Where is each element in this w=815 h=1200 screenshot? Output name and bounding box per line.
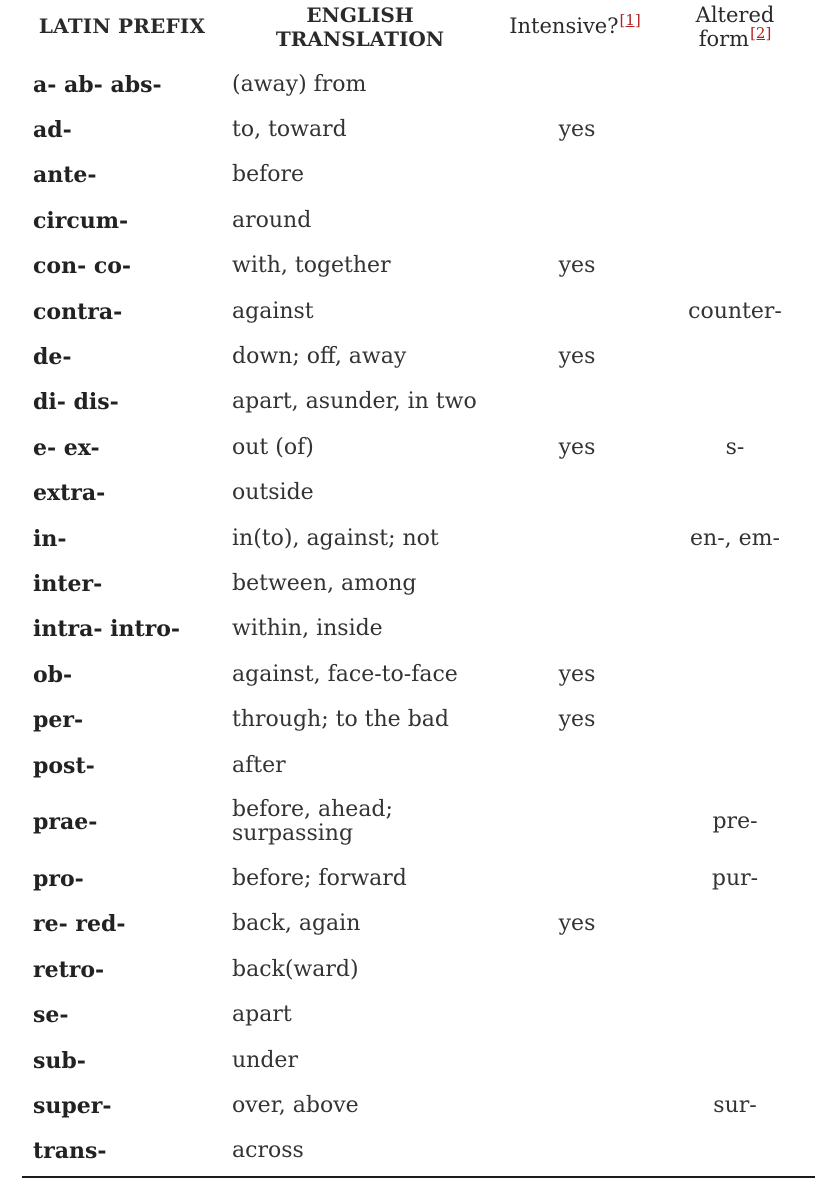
header-english-translation xyxy=(232,3,488,51)
cell-english-translation-text: (away) from xyxy=(232,71,367,97)
table-row xyxy=(0,471,815,516)
cell-latin-prefix-text: trans- xyxy=(33,1138,107,1165)
cell-latin-prefix xyxy=(33,652,223,697)
cell-latin-prefix-text: sub- xyxy=(33,1047,86,1074)
cell-latin-prefix-text: contra- xyxy=(33,298,123,325)
cell-english-translation-text: in(to), against; not xyxy=(232,525,439,551)
cell-altered-form xyxy=(672,380,798,425)
cell-intensive xyxy=(502,947,652,992)
cell-latin-prefix xyxy=(33,697,223,742)
cell-english-translation-text: out (of) xyxy=(232,434,314,460)
cell-latin-prefix-text: ante- xyxy=(33,162,97,189)
table-row xyxy=(0,244,815,289)
cell-english-translation-text: between, among xyxy=(232,570,417,596)
cell-english-translation-text: against, face-to-face xyxy=(232,661,458,687)
table-row xyxy=(0,107,815,152)
cell-intensive xyxy=(502,1038,652,1083)
cell-english-translation xyxy=(232,1038,482,1083)
header-translation-line2: TRANSLATION xyxy=(275,27,445,51)
cell-english-translation-text: with, together xyxy=(232,253,391,279)
cell-english-translation xyxy=(232,902,482,947)
cell-english-translation xyxy=(232,153,482,198)
cell-altered-form xyxy=(672,425,798,470)
cell-intensive-text: yes xyxy=(558,117,596,143)
table-row xyxy=(0,153,815,198)
cell-english-translation xyxy=(232,62,482,107)
header-latin-prefix: LATIN PREFIX xyxy=(38,14,206,38)
cell-latin-prefix xyxy=(33,1129,223,1174)
cell-english-translation-text: across xyxy=(232,1138,304,1164)
cell-altered-form xyxy=(672,697,798,742)
cell-english-translation xyxy=(232,244,482,289)
cell-latin-prefix xyxy=(33,902,223,947)
cell-latin-prefix xyxy=(33,244,223,289)
cell-english-translation xyxy=(232,1129,482,1174)
cell-latin-prefix xyxy=(33,62,223,107)
cell-latin-prefix-text: per- xyxy=(33,707,84,734)
cell-intensive-text: yes xyxy=(558,911,596,937)
cell-altered-form-text: pre- xyxy=(712,809,758,835)
cell-english-translation xyxy=(232,947,482,992)
table-row xyxy=(0,947,815,992)
cell-english-translation-text: within, inside xyxy=(232,616,383,642)
cell-english-translation xyxy=(232,425,482,470)
cell-altered-form xyxy=(672,788,798,856)
footnote-link-1[interactable]: [1] xyxy=(619,11,641,29)
cell-altered-form xyxy=(672,743,798,788)
cell-english-translation xyxy=(232,471,482,516)
table-header xyxy=(0,0,815,62)
cell-english-translation-text: back(ward) xyxy=(232,956,359,982)
cell-altered-form xyxy=(672,153,798,198)
table-row xyxy=(0,1129,815,1174)
cell-latin-prefix-text: super- xyxy=(33,1092,112,1119)
cell-latin-prefix xyxy=(33,198,223,243)
cell-english-translation-text: over, above xyxy=(232,1092,359,1118)
cell-latin-prefix-text: ad- xyxy=(33,117,72,144)
cell-altered-form xyxy=(672,107,798,152)
header-translation-line1: ENGLISH xyxy=(306,3,414,27)
cell-latin-prefix-text: retro- xyxy=(33,956,105,983)
cell-english-translation-text: apart, asunder, in two xyxy=(232,389,477,415)
cell-english-translation xyxy=(232,380,482,425)
cell-intensive xyxy=(502,1083,652,1128)
cell-altered-form xyxy=(672,1038,798,1083)
table-row xyxy=(0,380,815,425)
cell-latin-prefix xyxy=(33,947,223,992)
cell-english-translation-text: after xyxy=(232,752,286,778)
cell-english-translation-text: through; to the bad xyxy=(232,707,449,733)
cell-latin-prefix xyxy=(33,788,223,856)
cell-english-translation xyxy=(232,289,482,334)
header-altered-line2 xyxy=(670,24,800,51)
cell-latin-prefix-text: se- xyxy=(33,1002,69,1029)
cell-intensive xyxy=(502,334,652,379)
cell-altered-form xyxy=(672,856,798,901)
cell-intensive xyxy=(502,107,652,152)
cell-altered-form xyxy=(672,198,798,243)
cell-latin-prefix-text: e- ex- xyxy=(33,434,100,461)
cell-latin-prefix-text: re- red- xyxy=(33,911,126,938)
cell-latin-prefix xyxy=(33,380,223,425)
cell-latin-prefix xyxy=(33,607,223,652)
cell-intensive xyxy=(502,380,652,425)
cell-latin-prefix xyxy=(33,107,223,152)
cell-latin-prefix xyxy=(33,561,223,606)
cell-intensive xyxy=(502,153,652,198)
table-row xyxy=(0,334,815,379)
table-row xyxy=(0,289,815,334)
cell-altered-form-text: counter- xyxy=(688,298,782,324)
cell-english-translation-text: before, ahead; surpassing xyxy=(232,797,393,847)
cell-english-translation-text: against xyxy=(232,298,314,324)
cell-latin-prefix xyxy=(33,153,223,198)
cell-english-translation xyxy=(232,198,482,243)
cell-latin-prefix xyxy=(33,743,223,788)
cell-latin-prefix xyxy=(33,856,223,901)
cell-altered-form xyxy=(672,244,798,289)
cell-english-translation xyxy=(232,334,482,379)
cell-english-translation-text: around xyxy=(232,207,312,233)
cell-intensive xyxy=(502,1129,652,1174)
cell-english-translation xyxy=(232,743,482,788)
cell-english-translation-text: back, again xyxy=(232,911,361,937)
cell-english-translation-text: outside xyxy=(232,480,314,506)
cell-english-translation xyxy=(232,1083,482,1128)
cell-latin-prefix-text: pro- xyxy=(33,865,84,892)
cell-intensive xyxy=(502,607,652,652)
cell-intensive xyxy=(502,788,652,856)
cell-intensive-text: yes xyxy=(558,344,596,370)
cell-intensive xyxy=(502,992,652,1037)
cell-altered-form xyxy=(672,947,798,992)
cell-altered-form xyxy=(672,471,798,516)
table-row xyxy=(0,992,815,1037)
cell-intensive xyxy=(502,561,652,606)
cell-intensive-text: yes xyxy=(558,661,596,687)
table-row xyxy=(0,697,815,742)
footnote-link-2[interactable]: [2] xyxy=(750,24,772,42)
cell-altered-form xyxy=(672,334,798,379)
cell-latin-prefix-text: in- xyxy=(33,525,67,552)
table-row xyxy=(0,902,815,947)
table-row xyxy=(0,788,815,856)
table-row xyxy=(0,62,815,107)
table-row xyxy=(0,652,815,697)
cell-latin-prefix-text: di- dis- xyxy=(33,389,119,416)
cell-english-translation xyxy=(232,992,482,1037)
cell-intensive xyxy=(502,244,652,289)
table-body xyxy=(0,62,815,1174)
cell-intensive xyxy=(502,697,652,742)
header-intensive xyxy=(500,11,650,38)
cell-latin-prefix xyxy=(33,289,223,334)
cell-latin-prefix xyxy=(33,1083,223,1128)
cell-altered-form xyxy=(672,516,798,561)
cell-intensive-text: yes xyxy=(558,253,596,279)
cell-english-translation-text: apart xyxy=(232,1002,292,1028)
cell-intensive xyxy=(502,471,652,516)
cell-altered-form xyxy=(672,1083,798,1128)
cell-altered-form-text: sur- xyxy=(713,1092,757,1118)
cell-intensive-text: yes xyxy=(558,434,596,460)
cell-english-translation xyxy=(232,607,482,652)
cell-intensive xyxy=(502,289,652,334)
header-altered-form-label: form xyxy=(698,27,750,51)
cell-english-translation xyxy=(232,561,482,606)
cell-english-translation xyxy=(232,107,482,152)
cell-english-translation-text: to, toward xyxy=(232,117,347,143)
cell-english-translation xyxy=(232,788,482,856)
table-row xyxy=(0,561,815,606)
cell-altered-form xyxy=(672,561,798,606)
cell-latin-prefix-text: a- ab- abs- xyxy=(33,71,162,98)
cell-intensive xyxy=(502,902,652,947)
cell-intensive xyxy=(502,516,652,561)
cell-intensive xyxy=(502,62,652,107)
cell-intensive xyxy=(502,425,652,470)
cell-altered-form xyxy=(672,992,798,1037)
table-row xyxy=(0,743,815,788)
cell-english-translation xyxy=(232,516,482,561)
cell-latin-prefix xyxy=(33,1038,223,1083)
cell-intensive xyxy=(502,198,652,243)
cell-latin-prefix-text: con- co- xyxy=(33,253,132,280)
cell-english-translation-text: under xyxy=(232,1047,298,1073)
cell-english-translation xyxy=(232,697,482,742)
cell-altered-form xyxy=(672,607,798,652)
cell-altered-form xyxy=(672,62,798,107)
cell-altered-form-text: pur- xyxy=(711,865,759,891)
cell-altered-form xyxy=(672,652,798,697)
cell-latin-prefix-text: post- xyxy=(33,752,95,779)
cell-altered-form xyxy=(672,902,798,947)
cell-latin-prefix xyxy=(33,992,223,1037)
cell-latin-prefix-text: inter- xyxy=(33,570,103,597)
cell-latin-prefix-text: de- xyxy=(33,344,72,371)
cell-altered-form-text: en-, em- xyxy=(690,525,780,551)
cell-latin-prefix-text: ob- xyxy=(33,661,73,688)
cell-latin-prefix-text: prae- xyxy=(33,809,98,836)
cell-intensive-text: yes xyxy=(558,707,596,733)
cell-english-translation xyxy=(232,856,482,901)
header-altered-form xyxy=(670,3,800,51)
cell-altered-form xyxy=(672,1129,798,1174)
cell-english-translation xyxy=(232,652,482,697)
cell-intensive xyxy=(502,743,652,788)
cell-intensive xyxy=(502,856,652,901)
table-row xyxy=(0,1038,815,1083)
table-row xyxy=(0,198,815,243)
header-altered-line1: Altered xyxy=(695,3,775,27)
cell-english-translation-text: before; forward xyxy=(232,865,407,891)
cell-intensive xyxy=(502,652,652,697)
cell-altered-form xyxy=(672,289,798,334)
cell-altered-form-text: s- xyxy=(725,434,745,460)
header-intensive-label: Intensive? xyxy=(509,14,619,38)
table-row xyxy=(0,425,815,470)
cell-english-translation-text: down; off, away xyxy=(232,344,407,370)
table-row xyxy=(0,856,815,901)
cell-latin-prefix-text: extra- xyxy=(33,480,106,507)
cell-latin-prefix xyxy=(33,425,223,470)
cell-latin-prefix xyxy=(33,471,223,516)
cell-latin-prefix-text: intra- intro- xyxy=(33,616,181,643)
cell-latin-prefix-text: circum- xyxy=(33,207,129,234)
cell-latin-prefix xyxy=(33,334,223,379)
cell-english-translation-text: before xyxy=(232,162,305,188)
table-row xyxy=(0,607,815,652)
table-row xyxy=(0,516,815,561)
table-bottom-rule xyxy=(22,1176,815,1178)
cell-latin-prefix xyxy=(33,516,223,561)
table-row xyxy=(0,1083,815,1128)
